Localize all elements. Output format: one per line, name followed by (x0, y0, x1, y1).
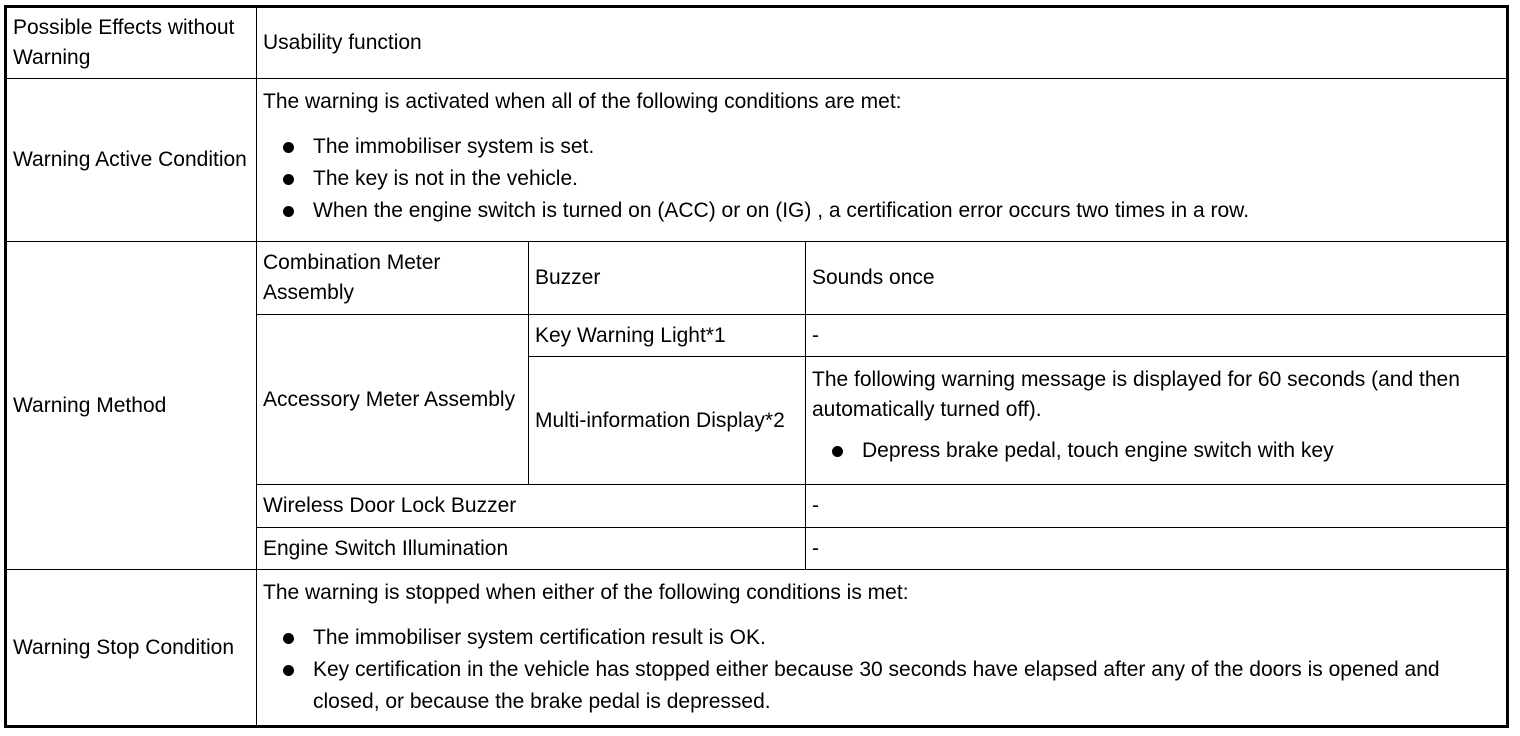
mid-item: Multi-information Display*2 (529, 357, 806, 485)
row-label-stop-condition: Warning Stop Condition (6, 570, 257, 727)
stop-condition-intro: The warning is stopped when either of the following conditions is met: (263, 581, 909, 604)
wireless-buzzer-device: Wireless Door Lock Buzzer (257, 485, 806, 528)
engine-switch-action: - (806, 528, 1508, 570)
row-label-active-condition: Warning Active Condition (6, 79, 257, 242)
combination-meter-device: Combination Meter Assembly (257, 242, 529, 315)
active-condition-list (263, 131, 1500, 227)
engine-switch-device: Engine Switch Illumination (257, 528, 806, 570)
mid-action-list (812, 435, 1500, 467)
combination-meter-action: Sounds once (806, 242, 1508, 315)
list-item: The key is not in the vehicle. (313, 163, 1500, 195)
warning-spec-table (4, 5, 1509, 728)
active-condition-cell (257, 79, 1508, 242)
active-condition-intro: The warning is activated when all of the following conditions are met: (263, 90, 902, 113)
row-possible-effects (6, 7, 1508, 79)
row-label-warning-method: Warning Method (6, 242, 257, 570)
list-item: Key certification in the vehicle has stopped either because 30 seconds have elapsed after any of the doors is opened and closed, or because the brake pedal is depressed. (313, 654, 1500, 718)
wireless-buzzer-action: - (806, 485, 1508, 528)
row-active-condition (6, 79, 1508, 242)
row-warning-method-combination (6, 242, 1508, 315)
mid-action-intro: The following warning message is displayed for 60 seconds (and then automatically turned off). (812, 368, 1460, 421)
row-stop-condition (6, 570, 1508, 727)
accessory-meter-device: Accessory Meter Assembly (257, 315, 529, 485)
key-light-item: Key Warning Light*1 (529, 315, 806, 357)
key-light-action: - (806, 315, 1508, 357)
possible-effects-value: Usability function (257, 7, 1508, 79)
stop-condition-cell (257, 570, 1508, 727)
mid-action-cell (806, 357, 1508, 485)
list-item: Depress brake pedal, touch engine switch with key (862, 435, 1500, 467)
combination-meter-item: Buzzer (529, 242, 806, 315)
row-label-possible-effects: Possible Effects without Warning (6, 7, 257, 79)
list-item: The immobiliser system certification result is OK. (313, 622, 1500, 654)
list-item: When the engine switch is turned on (ACC) or on (IG) , a certification error occurs two times in a row. (313, 195, 1500, 227)
stop-condition-list (263, 622, 1500, 718)
list-item: The immobiliser system is set. (313, 131, 1500, 163)
